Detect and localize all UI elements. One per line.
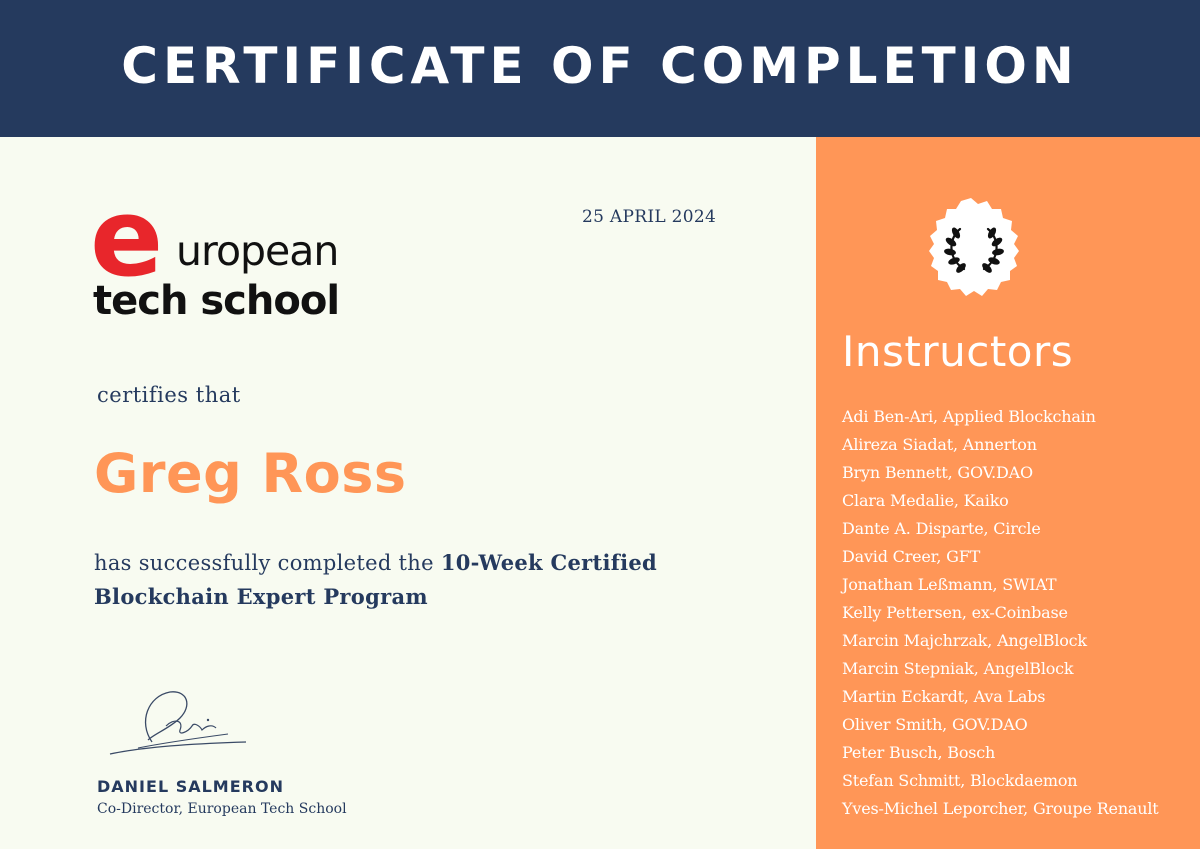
instructor-item: Clara Medalie, Kaiko xyxy=(842,491,1009,510)
recipient-name: Greg Ross xyxy=(94,442,407,505)
instructor-item: Jonathan Leßmann, SWIAT xyxy=(842,575,1057,594)
logo-word-tech-school: tech school xyxy=(93,278,340,324)
instructor-item: David Creer, GFT xyxy=(842,547,981,566)
instructor-item: Alireza Siadat, Annerton xyxy=(842,435,1037,454)
instructor-item: Adi Ben-Ari, Applied Blockchain xyxy=(842,407,1096,426)
certificate-title: CERTIFICATE OF COMPLETION xyxy=(121,36,1079,95)
completion-statement xyxy=(94,546,734,614)
signer-name: DANIEL SALMERON xyxy=(97,777,284,796)
instructors-panel xyxy=(816,137,1200,849)
instructor-item: Stefan Schmitt, Blockdaemon xyxy=(842,771,1078,790)
instructor-list xyxy=(842,403,1159,823)
program-name: 10-Week Certified Blockchain Expert Program xyxy=(94,550,658,609)
signature-icon xyxy=(108,682,258,762)
instructor-item: Yves-Michel Leporcher, Groupe Renault xyxy=(842,799,1159,818)
logo-word-european: uropean xyxy=(176,227,339,275)
instructor-item: Marcin Stepniak, AngelBlock xyxy=(842,659,1074,678)
certificate-header xyxy=(0,0,1200,137)
completion-prefix: has successfully completed the xyxy=(94,551,441,575)
instructor-item: Bryn Bennett, GOV.DAO xyxy=(842,463,1033,482)
instructor-item: Dante A. Disparte, Circle xyxy=(842,519,1041,538)
instructor-item: Martin Eckardt, Ava Labs xyxy=(842,687,1046,706)
laurel-wreath-icon xyxy=(920,195,1028,303)
certificate-body xyxy=(0,137,816,849)
instructor-item: Oliver Smith, GOV.DAO xyxy=(842,715,1028,734)
school-logo xyxy=(90,176,360,331)
instructor-item: Marcin Majchrzak, AngelBlock xyxy=(842,631,1087,650)
signer-role: Co-Director, European Tech School xyxy=(97,801,347,817)
logo-letter: e xyxy=(90,176,160,301)
certificate-date: 25 APRIL 2024 xyxy=(582,207,717,227)
certifies-text: certifies that xyxy=(97,383,241,407)
instructors-title: Instructors xyxy=(842,327,1074,376)
instructor-item: Kelly Pettersen, ex-Coinbase xyxy=(842,603,1068,622)
instructor-item: Peter Busch, Bosch xyxy=(842,743,996,762)
